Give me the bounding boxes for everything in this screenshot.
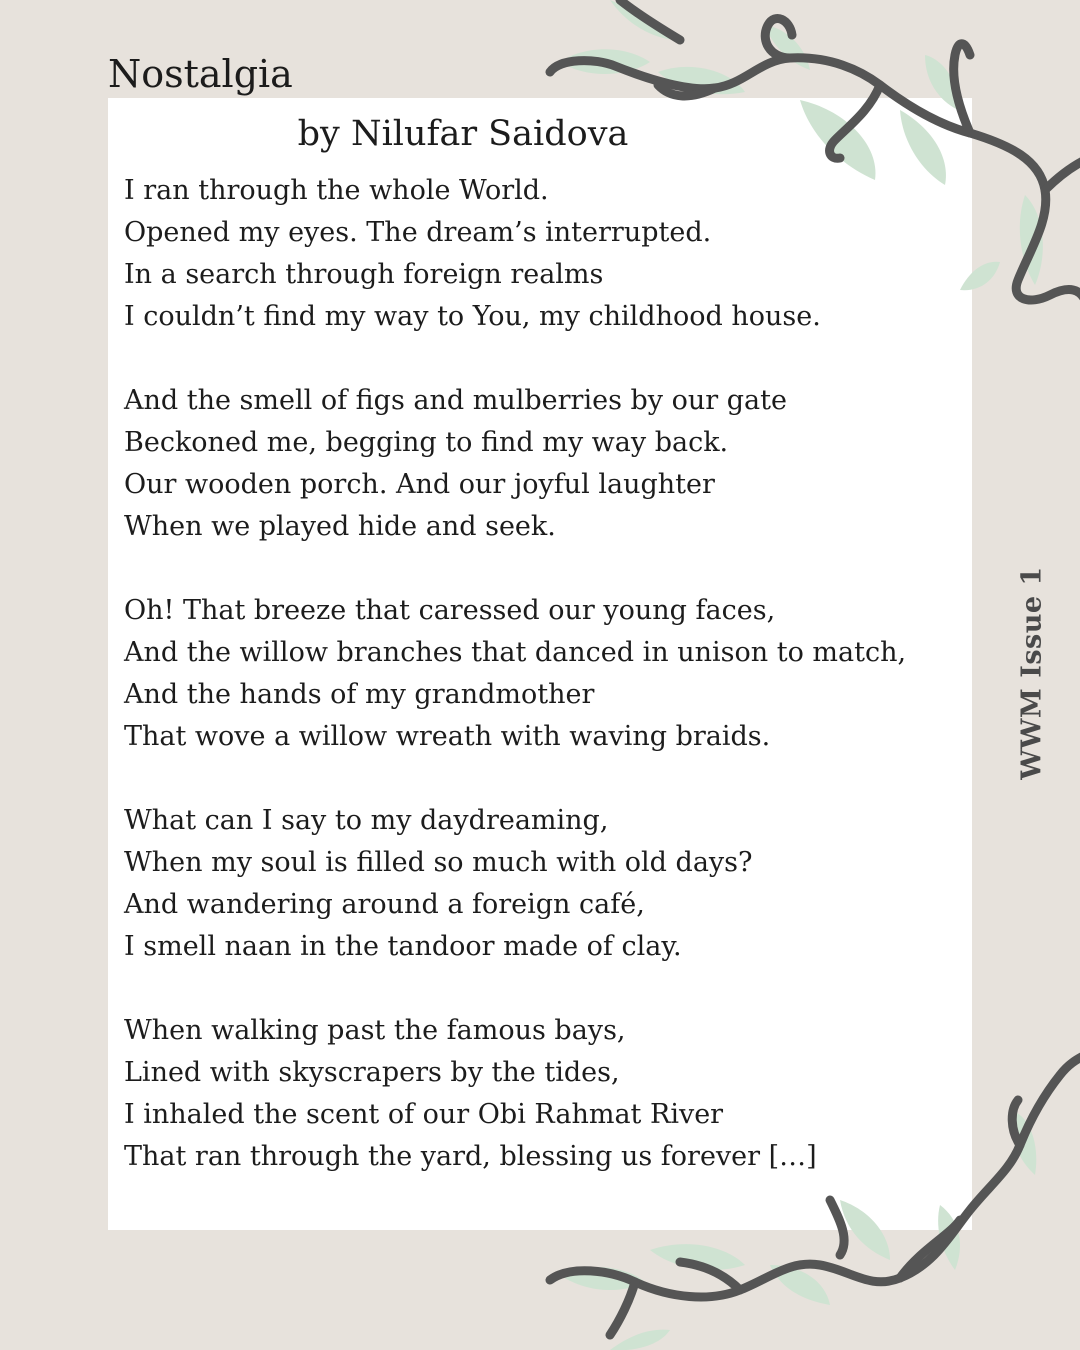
stanza bbox=[124, 380, 964, 548]
poem-line: That ran through the yard, blessing us forever […] bbox=[124, 1141, 817, 1172]
poem-line: And the smell of figs and mulberries by our gate bbox=[124, 385, 787, 416]
poem-line: Oh! That breeze that caressed our young faces, bbox=[124, 595, 776, 626]
poem-line: What can I say to my daydreaming, bbox=[124, 805, 609, 836]
poem-author: by Nilufar Saidova bbox=[297, 114, 629, 154]
title-divider bbox=[108, 98, 288, 100]
poem-line: When we played hide and seek. bbox=[124, 511, 556, 542]
poem-line: When walking past the famous bays, bbox=[124, 1015, 626, 1046]
stanza bbox=[124, 590, 964, 758]
poem-line: Our wooden porch. And our joyful laughter bbox=[124, 469, 715, 500]
stanza bbox=[124, 1010, 964, 1178]
poem-line: And the willow branches that danced in unison to match, bbox=[124, 637, 907, 668]
poem-line: Opened my eyes. The dream’s interrupted. bbox=[124, 217, 712, 248]
poem-line: And wandering around a foreign café, bbox=[124, 889, 645, 920]
stanza bbox=[124, 170, 964, 338]
poem-line: And the hands of my grandmother bbox=[124, 679, 595, 710]
poem-title: Nostalgia bbox=[108, 50, 299, 98]
poem-line: I inhaled the scent of our Obi Rahmat River bbox=[124, 1099, 724, 1130]
poem-line: Beckoned me, begging to find my way back. bbox=[124, 427, 729, 458]
poem-line: In a search through foreign realms bbox=[124, 259, 604, 290]
poem-line: I couldn’t find my way to You, my childhood house. bbox=[124, 301, 821, 332]
poem-body bbox=[124, 170, 964, 1220]
poem-line: I smell naan in the tandoor made of clay. bbox=[124, 931, 682, 962]
poem-line: I ran through the whole World. bbox=[124, 175, 549, 206]
poem-line: That wove a willow wreath with waving braids. bbox=[124, 721, 771, 752]
stanza bbox=[124, 800, 964, 968]
poem-line: When my soul is filled so much with old days? bbox=[124, 847, 753, 878]
poem-line: Lined with skyscrapers by the tides, bbox=[124, 1057, 620, 1088]
issue-label: WWM Issue 1 bbox=[1016, 566, 1048, 780]
